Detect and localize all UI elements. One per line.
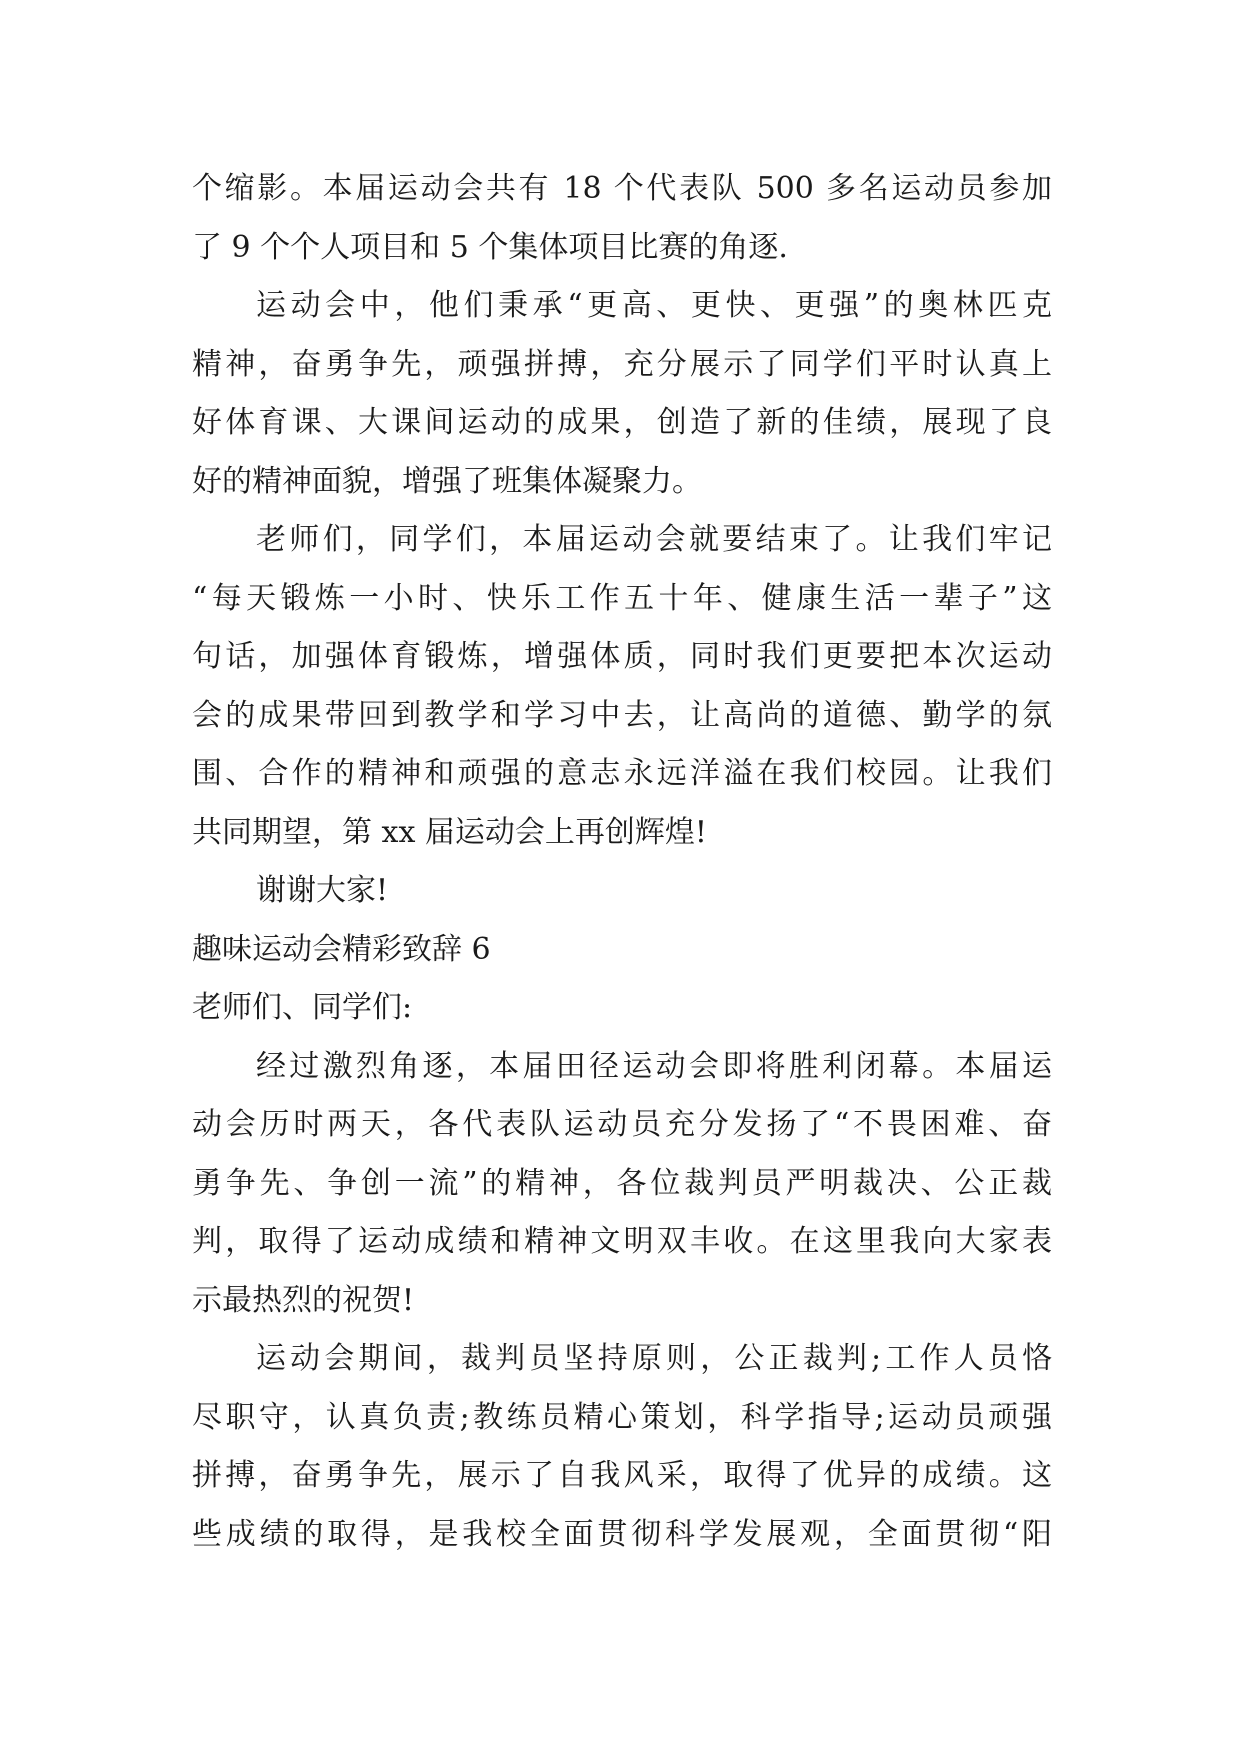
text-line: 动会历时两天，各代表队运动员充分发扬了“不畏困难、奋 <box>192 1107 1052 1142</box>
text-line: 尽职守，认真负责;教练员精心策划，科学指导;运动员顽强 <box>192 1399 1052 1435</box>
paragraph-start-line: 经过激烈角逐，本届田径运动会即将胜利闭幕。本届运 <box>256 1048 1052 1084</box>
paragraph-start-line: 老师们，同学们，本届运动会就要结束了。让我们牢记 <box>256 522 1052 557</box>
text-line: 判，取得了运动成绩和精神文明双丰收。在这里我向大家表 <box>192 1224 1052 1259</box>
salutation: 老师们、同学们: <box>192 990 413 1025</box>
text-line: 精神，奋勇争先，顽强拼搏，充分展示了同学们平时认真上 <box>192 346 1052 382</box>
text-line: 些成绩的取得，是我校全面贯彻科学发展观，全面贯彻“阳 <box>192 1516 1052 1552</box>
text-line: 示最热烈的祝贺! <box>192 1282 415 1318</box>
text-line: “每天锻炼一小时、快乐工作五十年、健康生活一辈子”这 <box>192 580 1052 616</box>
text-line: 会的成果带回到教学和学习中去，让高尚的道德、勤学的氛 <box>192 697 1052 733</box>
section-heading: 趣味运动会精彩致辞 6 <box>192 931 491 967</box>
text-line: 勇争先、争创一流”的精神，各位裁判员严明裁决、公正裁 <box>192 1165 1052 1201</box>
text-line: 个缩影。本届运动会共有 18 个代表队 500 多名运动员参加 <box>192 171 1052 206</box>
closing-thanks: 谢谢大家! <box>256 873 389 908</box>
text-line: 好体育课、大课间运动的成果，创造了新的佳绩，展现了良 <box>192 405 1052 440</box>
paragraph-start-line: 运动会期间，裁判员坚持原则，公正裁判;工作人员恪 <box>256 1341 1052 1376</box>
text-line: 拼搏，奋勇争先，展示了自我风采，取得了优异的成绩。这 <box>192 1458 1052 1493</box>
text-line: 了 9 个个人项目和 5 个集体项目比赛的角逐. <box>192 229 788 265</box>
paragraph-start-line: 运动会中，他们秉承“更高、更快、更强”的奥林匹克 <box>256 288 1052 323</box>
text-line: 句话，加强体育锻炼，增强体质，同时我们更要把本次运动 <box>192 639 1052 674</box>
text-line: 围、合作的精神和顽强的意志永远洋溢在我们校园。让我们 <box>192 756 1052 791</box>
body-text <box>192 160 1052 1564</box>
text-line: 好的精神面貌，增强了班集体凝聚力。 <box>192 463 702 499</box>
text-line: 共同期望，第 xx 届运动会上再创辉煌! <box>192 814 707 850</box>
